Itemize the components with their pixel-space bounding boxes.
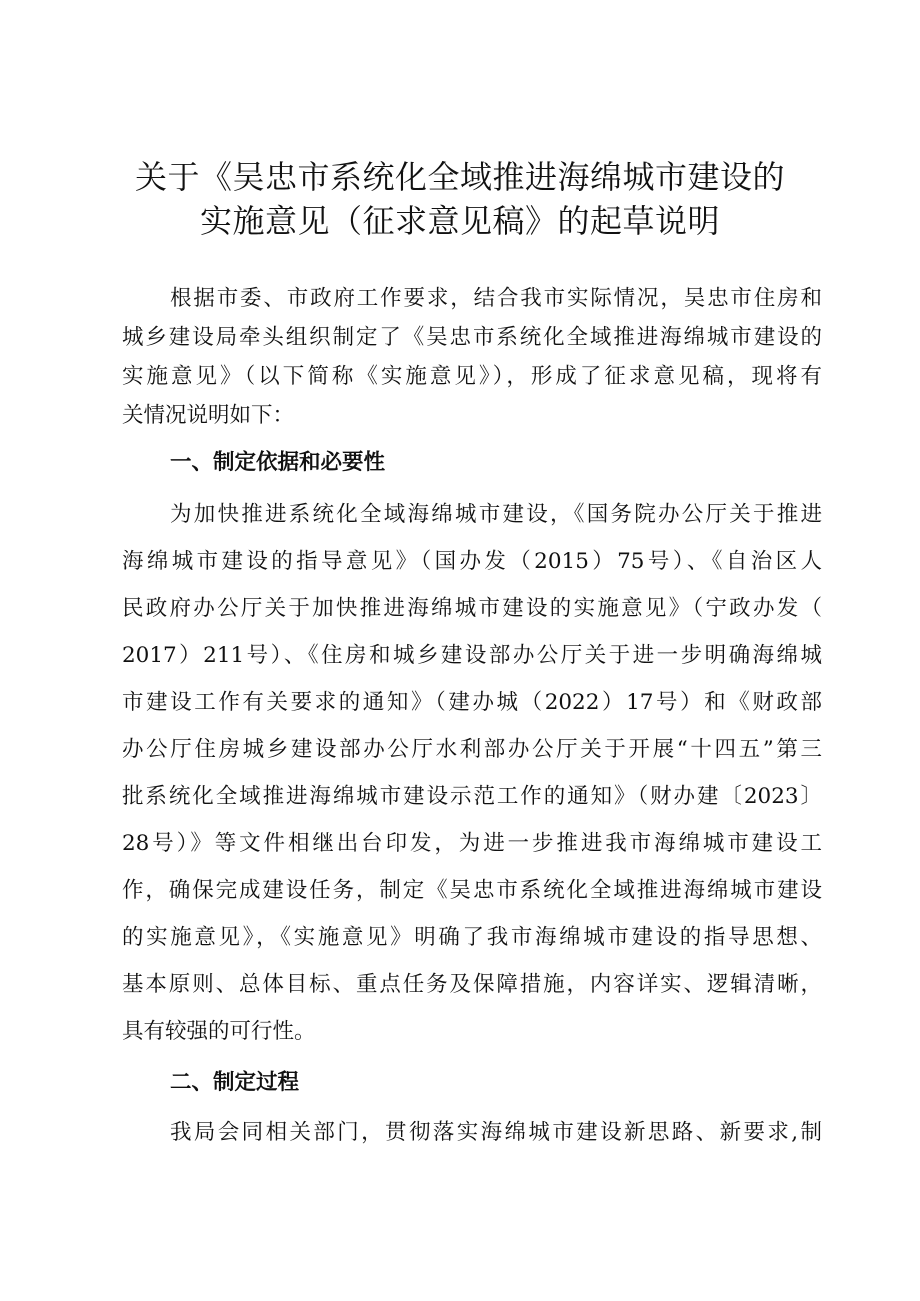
intro-paragraph-line: 根据市委、市政府工作要求，结合我市实际情况，吴忠市住房和	[170, 286, 822, 311]
intro-paragraph-line: 城乡建设局牵头组织制定了《吴忠市系统化全域推进海绵城市建设的	[122, 325, 822, 350]
section-1-paragraph-line: 民政府办公厅关于加快推进海绵城市建设的实施意见》（宁政办发（	[122, 596, 822, 621]
intro-paragraph-line: 实施意见》（以下简称《实施意见》），形成了征求意见稿，现将有	[122, 364, 822, 389]
section-1-paragraph-line: 28号）》等文件相继出台印发，为进一步推进我市海绵城市建设工	[122, 831, 822, 856]
document-title-line-2: 实施意见（征求意见稿》的起草说明	[199, 202, 720, 240]
section-2-heading: 二、制定过程	[170, 1070, 300, 1095]
section-1-paragraph-line: 海绵城市建设的指导意见》（国办发（2015）75号）、《自治区人	[122, 549, 822, 574]
section-1-paragraph-line: 2017）211号）、《住房和城乡建设部办公厅关于进一步明确海绵城	[122, 643, 822, 668]
section-1-paragraph-line: 的实施意见》，《实施意见》明确了我市海绵城市建设的指导思想、	[122, 925, 822, 950]
section-1-paragraph-line: 作，确保完成建设任务，制定《吴忠市系统化全域推进海绵城市建设	[122, 878, 822, 903]
section-1-paragraph-line: 批系统化全域推进海绵城市建设示范工作的通知》（财办建〔2023〕	[122, 784, 822, 809]
section-2-paragraph-line: 我局会同相关部门，贯彻落实海绵城市建设新思路、新要求,制	[170, 1120, 822, 1145]
section-1-paragraph-line: 具有较强的可行性。	[122, 1019, 316, 1044]
intro-paragraph-line: 关情况说明如下：	[122, 403, 295, 428]
document-title-line-1: 关于《吴忠市系统化全域推进海绵城市建设的	[134, 158, 785, 196]
section-1-paragraph-line: 市建设工作有关要求的通知》（建办城（2022）17号）和《财政部	[122, 690, 822, 715]
section-1-paragraph-line: 基本原则、总体目标、重点任务及保障措施，内容详实、逻辑清晰，	[122, 972, 822, 997]
section-1-heading: 一、制定依据和必要性	[170, 450, 386, 475]
section-1-paragraph-line: 为加快推进系统化全域海绵城市建设，《国务院办公厅关于推进	[170, 502, 822, 527]
section-1-paragraph-line: 办公厅住房城乡建设部办公厅水利部办公厅关于开展“十四五”第三	[122, 737, 822, 762]
